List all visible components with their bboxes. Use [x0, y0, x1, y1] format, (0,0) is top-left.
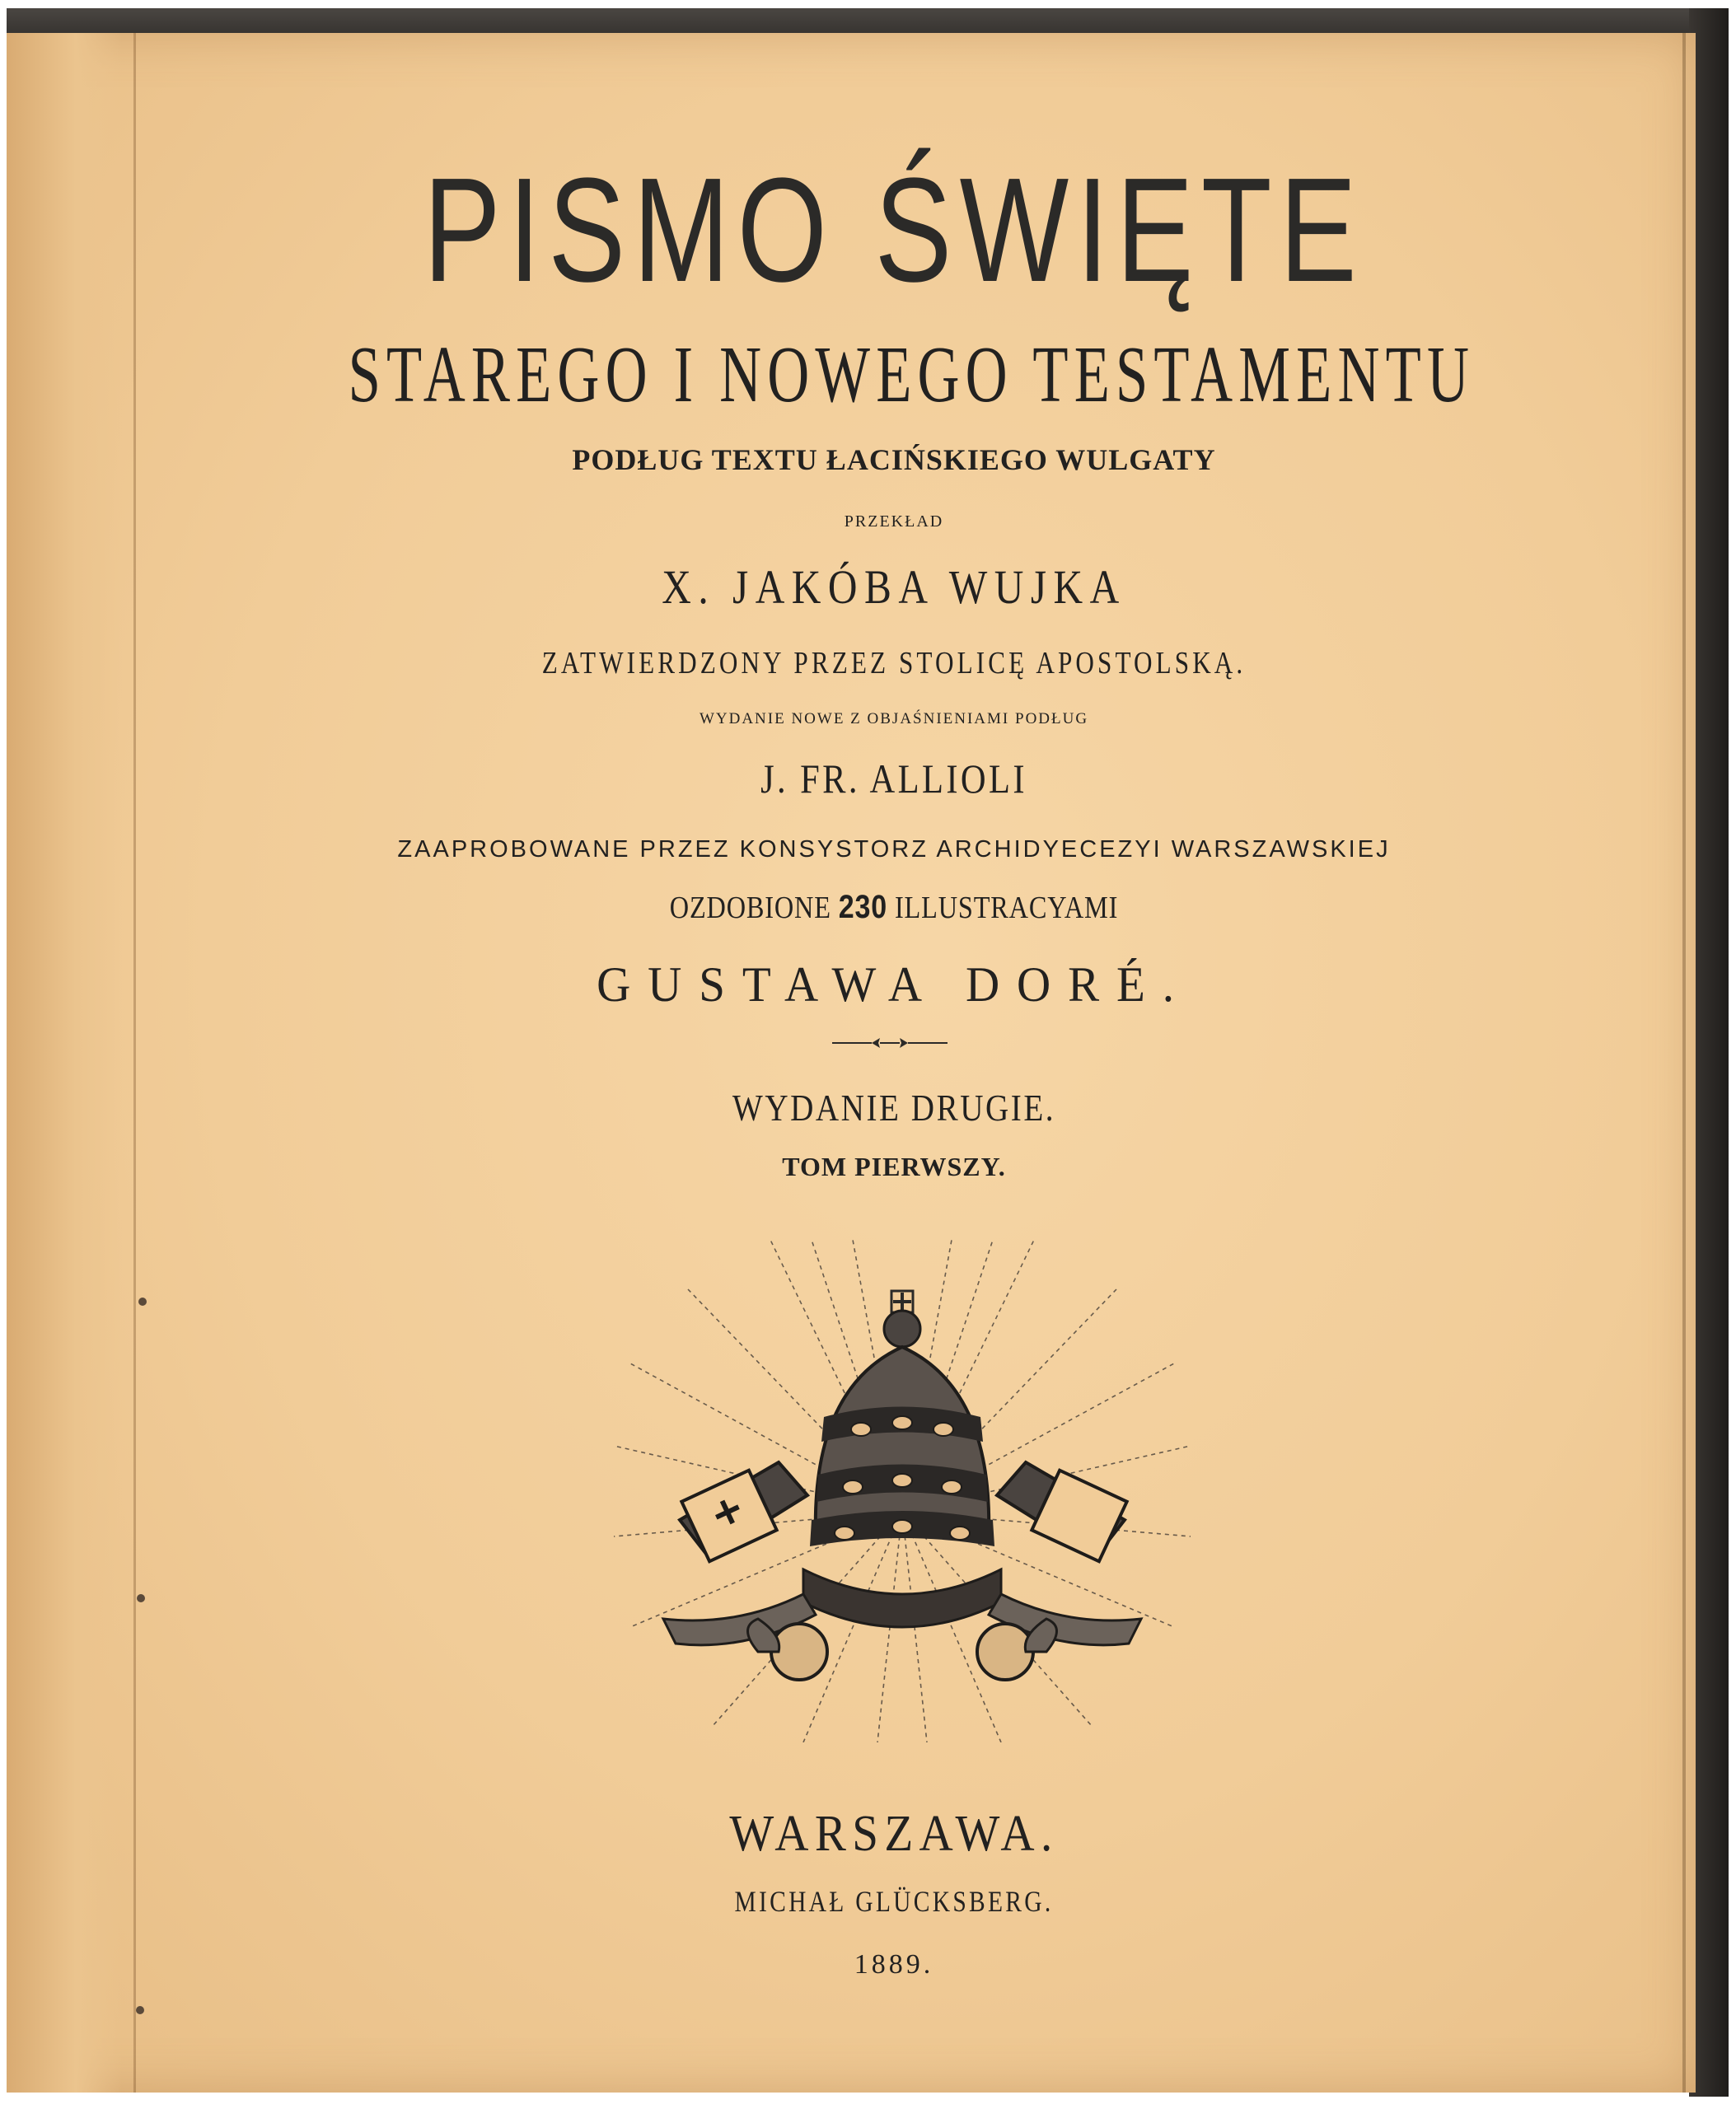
edition-note: WYDANIE NOWE Z OBJAŚNIENIAMI PODŁUG — [699, 710, 1089, 727]
translation-label: PRZEKŁAD — [844, 512, 944, 531]
publisher-name: MICHAŁ GLÜCKSBERG. — [734, 1885, 1054, 1918]
consistory-line: ZAAPROBOWANE PRZEZ KONSYSTORZ ARCHIDYECEZYI WARSZAWSKIEJ — [397, 836, 1391, 863]
translator-name: X. JAKÓBA WUJKA — [662, 560, 1126, 614]
papal-tiara-emblem-icon — [614, 1240, 1191, 1742]
illustrations-count: 230 — [838, 889, 888, 925]
vulgate-line: PODŁUG TEXTU ŁACIŃSKIEGO WULGATY — [572, 443, 1216, 476]
illustrations-suffix: ILLUSTRACYAMI — [894, 891, 1119, 925]
illustrations-prefix: OZDOBIONE — [669, 891, 831, 925]
publication-year: 1889. — [854, 1949, 934, 1980]
illustrator-name: GUSTAWA DORÉ. — [597, 957, 1191, 1012]
book-subtitle: STAREGO I NOWEGO TESTAMENTU — [348, 330, 1476, 419]
commentator-name: J. FR. ALLIOLI — [760, 755, 1027, 802]
approval-line: ZATWIERDZONY PRZEZ STOLICĘ APOSTOLSKĄ. — [541, 646, 1247, 680]
book-title: PISMO ŚWIĘTE — [423, 147, 1365, 313]
edition-label: WYDANIE DRUGIE. — [732, 1087, 1056, 1129]
volume-label: TOM PIERWSZY. — [782, 1152, 1006, 1181]
illustrations-line — [250, 888, 1538, 927]
ornament-divider-icon — [832, 1033, 948, 1053]
publication-city: WARSZAWA. — [729, 1806, 1059, 1862]
